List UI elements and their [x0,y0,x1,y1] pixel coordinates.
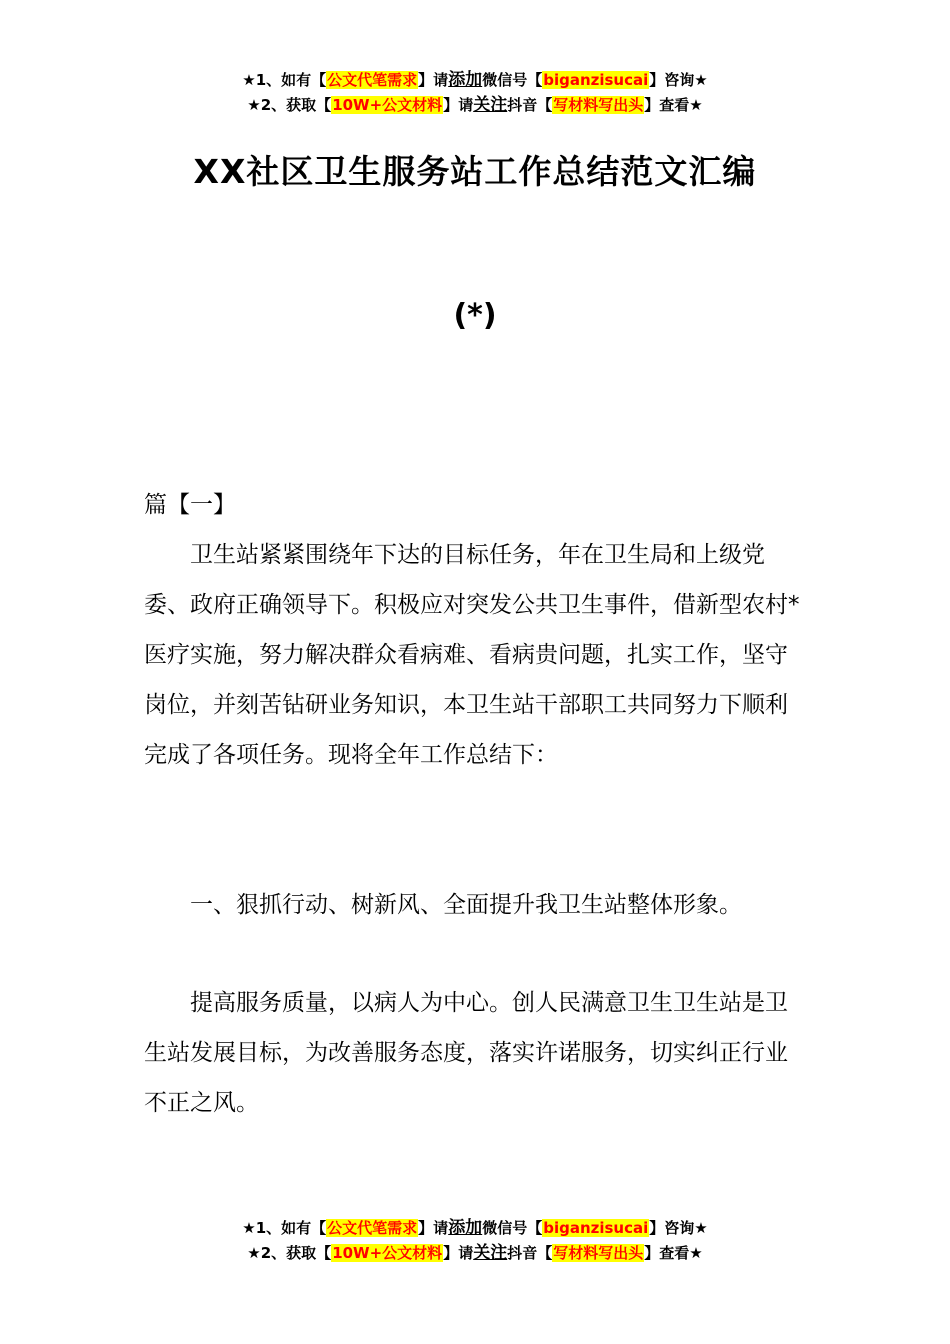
banner-text: ★2、获取【 [247,1244,332,1262]
footer-banner [0,1216,950,1266]
banner-highlight: 写材料写出头 [553,96,644,114]
document-title: XX社区卫生服务站工作总结范文汇编 [193,152,757,191]
banner-highlight: 写材料写出头 [553,1244,644,1262]
paragraph-2-text: 提高服务质量，以病人为中心。创人民满意卫生卫生站是卫生站发展目标，为改善服务态度，落实许诺服务，切实纠正行业不正之风。 [144,990,788,1116]
banner-line-2 [0,93,950,118]
banner-text: 】查看★ [644,1244,703,1262]
paragraph-2 [144,978,810,1128]
banner-text: 】请 [443,96,474,114]
banner-emphasis: 添加 [448,70,483,90]
banner-highlight: 公文代笔需求 [327,1219,418,1237]
banner-text: 】查看★ [644,96,703,114]
banner-highlight: 10W+公文材料 [332,96,443,114]
banner-highlight: 公文代笔需求 [327,71,418,89]
banner-text: 】咨询★ [649,71,708,89]
document-subtitle: (*) [453,298,497,333]
banner-text: 】请 [418,1219,449,1237]
banner-text: ★1、如有【 [242,1219,327,1237]
paragraph-1-text: 卫生站紧紧围绕年下达的目标任务，年在卫生局和上级党委、政府正确领导下。积极应对突发公共卫生事件，借新型农村*医疗实施，努力解决群众看病难、看病贵问题，扎实工作，坚守岗位，并刻苦钻研业务知识，本卫生站干部职工共同努力下顺利完成了各项任务。现将全年工作总结下： [144,542,800,768]
banner-text: 】请 [418,71,449,89]
banner-text: 抖音【 [507,96,553,114]
banner-emphasis: 关注 [473,95,508,115]
banner-text: 】咨询★ [649,1219,708,1237]
banner-text: 微信号【 [482,71,543,89]
banner-highlight: biganzisucai [543,71,649,89]
banner-text: 】请 [443,1244,474,1262]
banner-text: 微信号【 [482,1219,543,1237]
section-heading-1-text: 一、狠抓行动、树新风、全面提升我卫生站整体形象。 [190,892,742,918]
section-label [144,480,810,530]
banner-line-2 [0,1241,950,1266]
section-label-text: 篇【一】 [144,492,236,518]
banner-text: 抖音【 [507,1244,553,1262]
banner-highlight: biganzisucai [543,1219,649,1237]
section-heading-1 [144,880,810,930]
banner-emphasis: 关注 [473,1243,508,1263]
paragraph-1 [144,530,810,780]
banner-emphasis: 添加 [448,1218,483,1238]
header-banner [0,68,950,118]
banner-highlight: 10W+公文材料 [332,1244,443,1262]
banner-text: ★2、获取【 [247,96,332,114]
banner-line-1 [0,68,950,93]
banner-line-1 [0,1216,950,1241]
banner-text: ★1、如有【 [242,71,327,89]
